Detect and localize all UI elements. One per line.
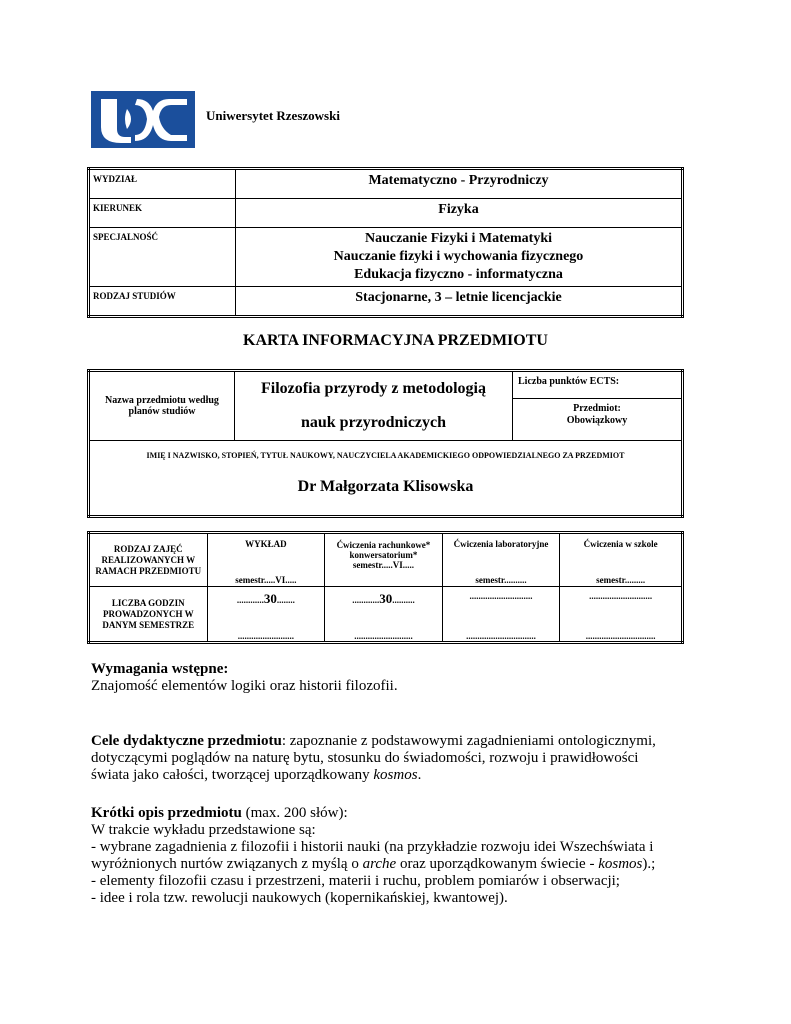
school-hours: [560, 587, 683, 643]
goals-text: : zapoznanie z podstawowymi zagadnieniami ontologicznymi,: [281, 733, 656, 749]
subject-name-label: Nazwa przedmiotu według planów studiów: [89, 371, 235, 441]
lab-header: [442, 533, 560, 587]
hours-extra: ...............................: [585, 631, 656, 641]
description-text: W trakcie wykładu przedstawione są:: [91, 822, 316, 838]
lecture-hours: [207, 587, 325, 643]
table-row: [89, 199, 683, 228]
lab-hours: [442, 587, 560, 643]
study-type-label: RODZAJ STUDIÓW: [89, 287, 236, 317]
faculty-label: WYDZIAŁ: [89, 169, 236, 199]
specialty-line: Edukacja fizyczno - informatyczna: [354, 267, 563, 282]
table-row: [89, 169, 683, 199]
subject-name: [235, 371, 513, 441]
goals-italic: kosmos: [373, 767, 418, 783]
description-text: - elementy filozofii czasu i przestrzeni, materii i ruchu, problem pomiarów i obserwacji;: [91, 873, 620, 889]
hours-table: [87, 531, 684, 644]
study-type-value: Stacjonarne, 3 – letnie licencjackie: [236, 287, 683, 317]
exercises-hours: [325, 587, 443, 643]
subject-name-line: nauk przyrodniczych: [300, 414, 447, 431]
specialty-value: [236, 228, 683, 287]
description-italic: kosmos: [598, 856, 643, 872]
leader-cell: [89, 441, 683, 517]
column-semester: semestr.....VI.....: [235, 575, 297, 585]
goals-text: świata jako całości, tworzącej uporządkowany: [91, 767, 374, 783]
hours-prefix: ............: [352, 595, 380, 605]
hours-prefix: ............: [236, 595, 264, 605]
lecture-header: [207, 533, 325, 587]
faculty-info-table: [87, 167, 684, 318]
subject-type-label: Przedmiot:: [573, 403, 621, 414]
column-title: Ćwiczenia laboratoryjne: [453, 539, 549, 549]
column-title: Ćwiczenia w szkole: [583, 539, 658, 549]
hours-value: ............................: [589, 591, 653, 601]
hours-count-label: LICZBA GODZIN PROWADZONYCH W DANYM SEMESTRZE: [89, 587, 208, 643]
requirements-section: [91, 661, 691, 695]
leader-name: Dr Małgorzata Klisowska: [297, 478, 474, 495]
specialty-label: SPECJALNOŚĆ: [89, 228, 236, 287]
requirements-heading: Wymagania wstępne:: [91, 661, 229, 677]
goals-section: [91, 733, 691, 784]
field-value: Fizyka: [236, 199, 683, 228]
table-row: [89, 441, 683, 517]
column-title: Ćwiczenia rachunkowe* konwersatorium*: [336, 540, 431, 560]
table-row: [89, 228, 683, 287]
university-name: Uniwersytet Rzeszowski: [206, 108, 340, 123]
table-row: [89, 287, 683, 317]
hours-extra: ...............................: [466, 631, 536, 641]
hours-extra: ..........................: [354, 631, 413, 641]
requirements-text: Znajomość elementów logiki oraz historii filozofii.: [91, 678, 398, 694]
table-row: [89, 533, 683, 587]
hours-suffix: ..........: [392, 595, 415, 605]
description-text: - wybrane zagadnienia z filozofii i historii nauki (na przykładzie rozwoju idei Wszechświata i: [91, 839, 654, 855]
description-italic: arche: [362, 856, 397, 872]
goals-text: .: [417, 767, 422, 783]
description-text: ).;: [642, 856, 656, 872]
description-heading: Krótki opis przedmiotu: [91, 805, 242, 821]
hours-value: 30: [379, 591, 393, 606]
subject-type: [513, 399, 683, 441]
column-semester: semestr.........: [596, 575, 646, 585]
ects-label: Liczba punktów ECTS:: [513, 371, 683, 399]
subject-name-line: Filozofia przyrody z metodologią: [261, 380, 486, 397]
page-title: KARTA INFORMACYJNA PRZEDMIOTU: [243, 332, 548, 349]
subject-table: [87, 369, 684, 518]
school-exercises-header: [560, 533, 683, 587]
hours-value: ............................: [469, 591, 533, 601]
field-label: KIERUNEK: [89, 199, 236, 228]
goals-heading: Cele dydaktyczne przedmiotu: [91, 733, 282, 749]
leader-label: IMIĘ I NAZWISKO, STOPIEŃ, TYTUŁ NAUKOWY, NAUCZYCIELA AKADEMICKIEGO ODPOWIEDZIALNEGO ZA PRZEDMIOT: [146, 451, 625, 460]
goals-text: dotyczącymi poglądów na naturę bytu, stosunku do świadomości, rozwoju i prawidłowości: [91, 750, 639, 766]
subject-type-value: Obowiązkowy: [566, 415, 628, 426]
hours-suffix: ........: [276, 595, 295, 605]
column-semester: semestr.....VI.....: [352, 560, 415, 570]
column-title: WYKŁAD: [245, 539, 287, 549]
description-text: oraz uporządkowanym świecie -: [396, 856, 599, 872]
column-semester: semestr..........: [475, 575, 527, 585]
description-section: [91, 805, 691, 907]
specialty-line: Nauczanie Fizyki i Matematyki: [364, 231, 553, 246]
description-note: (max. 200 słów):: [241, 805, 348, 821]
exercises-header: [325, 533, 443, 587]
faculty-value: Matematyczno - Przyrodniczy: [236, 169, 683, 199]
description-text: wyróżnionych nurtów związanych z myślą o: [91, 856, 363, 872]
description-text: - idee i rola tzw. rewolucji naukowych (kopernikańskiej, kwantowej).: [91, 890, 508, 906]
hours-value: 30: [263, 591, 277, 606]
hours-extra: .........................: [237, 631, 294, 641]
specialty-line: Nauczanie fizyki i wychowania fizycznego: [333, 249, 584, 264]
ur-logo-icon: [91, 91, 195, 148]
class-type-label: RODZAJ ZAJĘĆ REALIZOWANYCH W RAMACH PRZEDMIOTU: [89, 533, 208, 587]
table-row: [89, 371, 683, 399]
table-row: [89, 587, 683, 643]
